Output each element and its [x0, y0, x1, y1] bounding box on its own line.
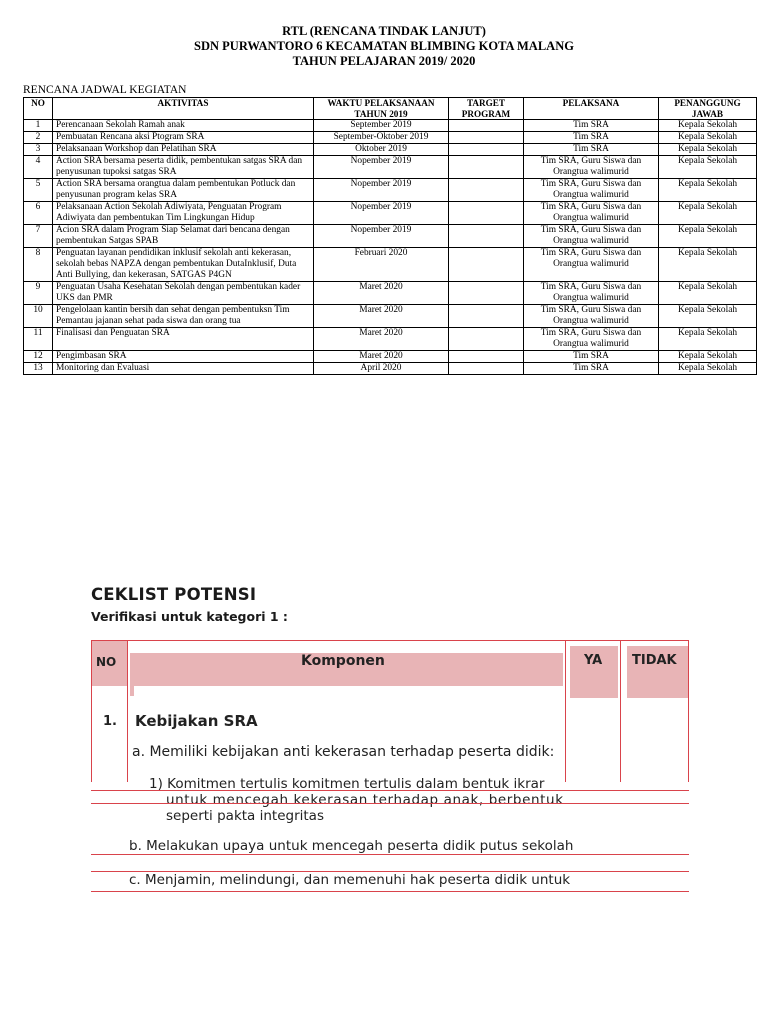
row-no: 12 — [24, 351, 53, 363]
row-time: Oktober 2019 — [314, 144, 449, 156]
row-activity: Pembuatan Rencana aksi Ptogram SRA — [53, 132, 314, 144]
table-row — [24, 305, 757, 328]
row-activity: Action SRA bersama orangtua dalam pembentukan Potluck dan penyusunan program kelas SRA — [53, 179, 314, 202]
row-no: 6 — [24, 202, 53, 225]
row-time: Nopember 2019 — [314, 179, 449, 202]
checklist-subtitle: Verifikasi untuk kategori 1 : — [91, 609, 288, 624]
table-row — [24, 202, 757, 225]
sub-item-a1-line1: 1) Komitmen tertulis komitmen tertulis dalam bentuk ikrar — [149, 776, 545, 792]
row-responsible: Kepala Sekolah — [659, 363, 757, 375]
row-no: 4 — [24, 156, 53, 179]
row-no: 3 — [24, 144, 53, 156]
row-target — [449, 120, 524, 132]
row-responsible: Kepala Sekolah — [659, 179, 757, 202]
row-executor: Tim SRA, Guru Siswa dan Orangtua walimurid — [524, 179, 659, 202]
row-executor: Tim SRA — [524, 363, 659, 375]
row-responsible: Kepala Sekolah — [659, 328, 757, 351]
row-responsible: Kepala Sekolah — [659, 248, 757, 282]
row-no: 1 — [24, 120, 53, 132]
sub-item-a1-line2: untuk mencegah kekerasan terhadap anak, berbentuk — [166, 792, 564, 808]
rule-1 — [91, 790, 689, 791]
schedule-body — [24, 120, 757, 375]
row-target — [449, 305, 524, 328]
row-responsible: Kepala Sekolah — [659, 225, 757, 248]
table-row — [24, 363, 757, 375]
row-no: 11 — [24, 328, 53, 351]
row-time: Nopember 2019 — [314, 156, 449, 179]
rule-3 — [91, 854, 689, 855]
table-row — [24, 156, 757, 179]
sub-item-b: b. Melakukan upaya untuk mencegah peserta didik putus sekolah — [129, 838, 574, 854]
row-responsible: Kepala Sekolah — [659, 351, 757, 363]
table-row — [24, 282, 757, 305]
row-time: Maret 2020 — [314, 328, 449, 351]
table-row — [24, 179, 757, 202]
table-row — [24, 144, 757, 156]
row-no: 2 — [24, 132, 53, 144]
row-time: Maret 2020 — [314, 305, 449, 328]
sub-item-a1-line3: seperti pakta integritas — [166, 808, 324, 824]
row-responsible: Kepala Sekolah — [659, 120, 757, 132]
row-executor: Tim SRA — [524, 351, 659, 363]
table-row — [24, 120, 757, 132]
checklist-title: CEKLIST POTENSI — [91, 585, 257, 604]
rule-4 — [91, 871, 689, 872]
divider-yes-left — [565, 640, 566, 782]
row-time: April 2020 — [314, 363, 449, 375]
row-executor: Tim SRA, Guru Siswa dan Orangtua walimurid — [524, 248, 659, 282]
row-time: September-Oktober 2019 — [314, 132, 449, 144]
row-responsible: Kepala Sekolah — [659, 144, 757, 156]
row-activity: Pengelolaan kantin bersih dan sehat dengan pembentuksn Tim Pemantau jajanan sehat pada siswa dan orang tua — [53, 305, 314, 328]
row-time: Februari 2020 — [314, 248, 449, 282]
row-no: 13 — [24, 363, 53, 375]
row-target — [449, 144, 524, 156]
rule-5 — [91, 891, 689, 892]
row-executor: Tim SRA, Guru Siswa dan Orangtua walimurid — [524, 328, 659, 351]
table-header-row — [24, 98, 757, 120]
row-activity: Pelaksanaan Action Sekolah Adiwiyata, Penguatan Program Adiwiyata dan pembentukan Tim Lingkungan Hidup — [53, 202, 314, 225]
table-top-border — [91, 640, 689, 641]
row-activity: Pengimbasan SRA — [53, 351, 314, 363]
row-target — [449, 248, 524, 282]
schedule-table — [23, 97, 757, 375]
item-title: Kebijakan SRA — [135, 712, 258, 730]
table-row — [24, 248, 757, 282]
row-executor: Tim SRA, Guru Siswa dan Orangtua walimurid — [524, 156, 659, 179]
row-target — [449, 282, 524, 305]
row-activity: Penguatan layanan pendidikan inklusif sekolah anti kekerasan, sekolah bebas NAPZA dengan pembentukan DutaInklusif, Duta Anti Bullying, dan kekerasan, SATGAS P4GN — [53, 248, 314, 282]
rule-2 — [91, 803, 689, 804]
school-name: SDN PURWANTORO 6 KECAMATAN BLIMBING KOTA MALANG — [194, 39, 574, 53]
row-no: 8 — [24, 248, 53, 282]
table-right-border — [688, 640, 689, 782]
col-responsible: PENANGGUNG JAWAB — [659, 98, 757, 120]
row-executor: Tim SRA — [524, 120, 659, 132]
row-target — [449, 156, 524, 179]
header-yes: YA — [584, 653, 603, 668]
sub-item-c: c. Menjamin, melindungi, dan memenuhi hak peserta didik untuk — [129, 872, 571, 888]
table-row — [24, 328, 757, 351]
row-activity: Finalisasi dan Penguatan SRA — [53, 328, 314, 351]
row-responsible: Kepala Sekolah — [659, 132, 757, 144]
row-responsible: Kepala Sekolah — [659, 305, 757, 328]
row-target — [449, 351, 524, 363]
row-responsible: Kepala Sekolah — [659, 282, 757, 305]
row-no: 7 — [24, 225, 53, 248]
table-row — [24, 225, 757, 248]
header-component: Komponen — [301, 653, 385, 669]
schedule-title: RENCANA JADWAL KEGIATAN — [23, 84, 187, 96]
row-time: Nopember 2019 — [314, 225, 449, 248]
row-target — [449, 132, 524, 144]
sub-item-a: a. Memiliki kebijakan anti kekerasan terhadap peserta didik: — [132, 744, 555, 760]
table-row — [24, 351, 757, 363]
row-responsible: Kepala Sekolah — [659, 156, 757, 179]
row-time: Nopember 2019 — [314, 202, 449, 225]
school-year: TAHUN PELAJARAN 2019/ 2020 — [292, 54, 476, 68]
header-tidak: TIDAK — [632, 653, 677, 668]
header-tab — [130, 686, 134, 696]
divider-no — [127, 640, 128, 782]
item-number: 1. — [103, 714, 117, 729]
row-activity: Penguatan Usaha Kesehatan Sekolah dengan pembentukan kader UKS dan PMR — [53, 282, 314, 305]
table-row — [24, 132, 757, 144]
row-activity: Acion SRA dalam Program Siap Selamat dari bencana dengan pembentukan Satgas SPAB — [53, 225, 314, 248]
col-time: WAKTU PELAKSANAAN TAHUN 2019 — [314, 98, 449, 120]
row-activity: Perencanaan Sekolah Ramah anak — [53, 120, 314, 132]
row-executor: Tim SRA — [524, 132, 659, 144]
table-left-border — [91, 640, 92, 782]
row-responsible: Kepala Sekolah — [659, 202, 757, 225]
row-executor: Tim SRA — [524, 144, 659, 156]
row-no: 9 — [24, 282, 53, 305]
row-target — [449, 328, 524, 351]
row-no: 5 — [24, 179, 53, 202]
row-target — [449, 202, 524, 225]
row-target — [449, 179, 524, 202]
divider-yes-right — [620, 640, 621, 782]
row-executor: Tim SRA, Guru Siswa dan Orangtua walimurid — [524, 305, 659, 328]
row-executor: Tim SRA, Guru Siswa dan Orangtua walimurid — [524, 225, 659, 248]
row-no: 10 — [24, 305, 53, 328]
row-time: September 2019 — [314, 120, 449, 132]
col-target: TARGET PROGRAM — [449, 98, 524, 120]
row-activity: Pelaksanaan Workshop dan Pelatihan SRA — [53, 144, 314, 156]
col-no: NO — [24, 98, 53, 120]
row-activity: Monitoring dan Evaluasi — [53, 363, 314, 375]
row-target — [449, 363, 524, 375]
row-target — [449, 225, 524, 248]
header-no: NO — [96, 655, 117, 669]
document-title: RTL (RENCANA TINDAK LANJUT) — [282, 24, 486, 38]
col-executor: PELAKSANA — [524, 98, 659, 120]
row-executor: Tim SRA, Guru Siswa dan Orangtua walimurid — [524, 282, 659, 305]
row-time: Maret 2020 — [314, 282, 449, 305]
row-activity: Action SRA bersama peserta didik, pembentukan satgas SRA dan penyusunan tupoksi satgas SRA — [53, 156, 314, 179]
row-time: Maret 2020 — [314, 351, 449, 363]
row-executor: Tim SRA, Guru Siswa dan Orangtua walimurid — [524, 202, 659, 225]
col-activity: AKTIVITAS — [53, 98, 314, 120]
